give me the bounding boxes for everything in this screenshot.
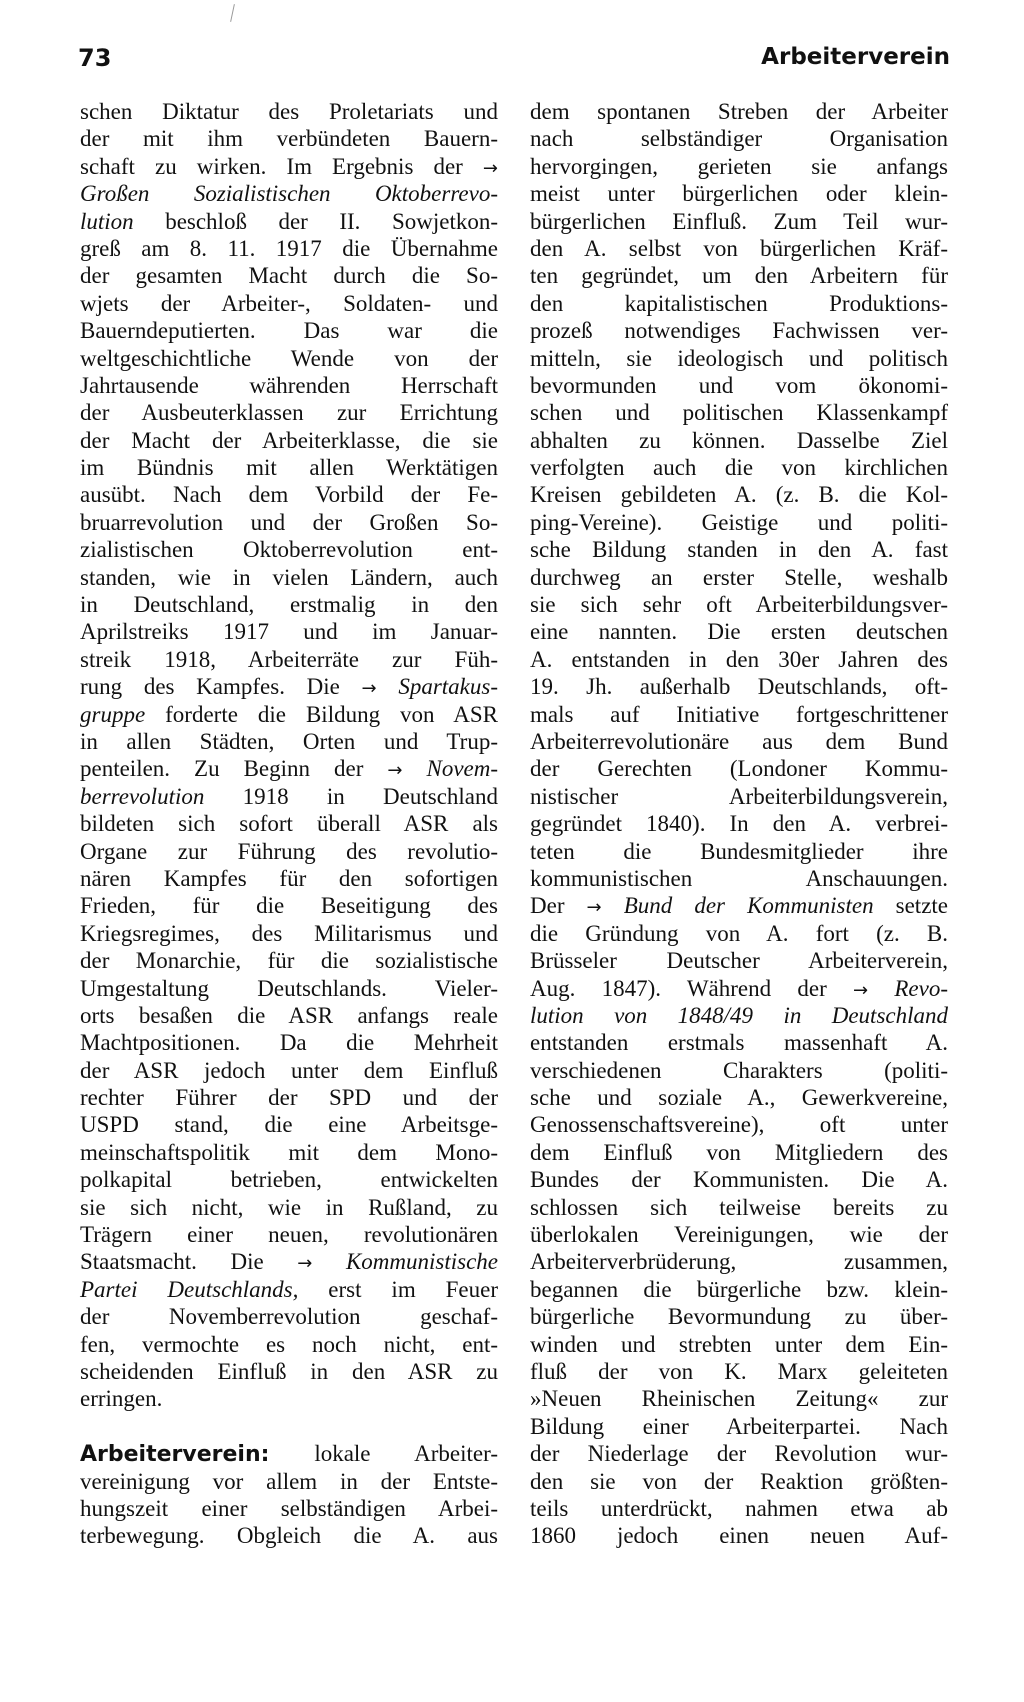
text-segment: Arbeiterverbrüderung, zusammen,: [530, 1249, 948, 1275]
text-segment: prozeß notwendiges Fachwissen ver-: [530, 318, 948, 344]
text-line: [530, 290, 948, 317]
text-segment: Arbeiterrevolutionäre aus dem Bund: [530, 728, 948, 754]
text-line: [530, 345, 948, 372]
text-segment: 1918 in Deutschland: [204, 783, 498, 809]
text-segment: verschiedenen Charakters (politi-: [530, 1057, 948, 1083]
text-line: [530, 564, 948, 591]
text-segment: [402, 756, 426, 781]
text-line: [80, 481, 498, 508]
text-segment: orts besaßen die ASR anfangs reale: [80, 1002, 498, 1028]
text-line: [530, 1495, 948, 1522]
text-line: [80, 208, 498, 235]
text-segment: Brüsseler Deutscher Arbeiterverein,: [530, 948, 948, 974]
text-segment: erst im Feuer: [298, 1276, 498, 1302]
text-line: [530, 1358, 948, 1385]
text-segment: polkapital betrieben, entwickelten: [80, 1167, 498, 1193]
text-line: [530, 125, 948, 152]
right-text-column: [530, 98, 948, 1550]
text-line: [530, 591, 948, 618]
text-segment: [868, 976, 894, 1001]
text-segment: meinschaftspolitik mit dem Mono-: [80, 1139, 498, 1165]
text-segment: ping-Vereine). Geistige und politi-: [530, 509, 948, 535]
text-line: [530, 728, 948, 755]
text-segment: der ASR jedoch unter dem Einfluß: [80, 1057, 498, 1083]
cross-reference-arrow-icon: →: [853, 979, 869, 1001]
italic-reference: Bund der Kommunisten: [623, 893, 874, 919]
text-line: [80, 262, 498, 289]
text-line: [80, 591, 498, 618]
text-segment: der Macht der Arbeiterklasse, die sie: [80, 427, 498, 453]
text-segment: der mit ihm verbündeten Bauern-: [80, 126, 498, 152]
text-segment: fen, vermochte es noch nicht, ent-: [80, 1331, 498, 1357]
cross-reference-arrow-icon: →: [482, 157, 498, 179]
text-line: [80, 317, 498, 344]
cross-reference-arrow-icon: →: [387, 760, 403, 782]
text-segment: rechter Führer der SPD und der: [80, 1085, 498, 1111]
text-segment: Trägern einer neuen, revolutionären: [80, 1222, 498, 1248]
text-segment: streik 1918, Arbeiterräte zur Füh-: [80, 646, 498, 672]
text-line: [80, 345, 498, 372]
text-line: [80, 1194, 498, 1221]
text-line: [80, 1057, 498, 1084]
text-segment: weltgeschichtliche Wende von der: [80, 345, 498, 371]
italic-reference: berrevolution: [80, 783, 205, 809]
text-segment: dem spontanen Streben der Arbeiter: [530, 99, 948, 124]
text-segment: Genossenschaftsvereine), oft unter: [530, 1112, 948, 1138]
text-segment: [602, 893, 624, 918]
text-line: [80, 701, 498, 728]
text-line: [80, 783, 498, 810]
text-line: [530, 180, 948, 207]
text-line: [80, 98, 498, 125]
text-line: [80, 180, 498, 207]
text-segment: bevormunden und vom ökonomi-: [530, 372, 948, 398]
text-line: [80, 125, 498, 152]
text-segment: »Neuen Rheinischen Zeitung« zur: [530, 1386, 948, 1412]
italic-reference: Großen Sozialistischen Oktoberrevo-: [80, 181, 498, 207]
text-line: [80, 1166, 498, 1193]
italic-reference: Partei Deutschlands,: [80, 1276, 299, 1302]
text-segment: wjets der Arbeiter-, Soldaten- und: [80, 290, 498, 316]
text-line: [80, 399, 498, 426]
text-segment: der Ausbeuterklassen zur Errichtung: [80, 400, 498, 426]
text-segment: greß am 8. 11. 1917 die Übernahme: [80, 235, 498, 261]
text-segment: winden und strebten unter dem Ein-: [530, 1331, 948, 1357]
text-segment: forderte die Bildung von ASR: [145, 701, 498, 727]
text-line: [530, 1029, 948, 1056]
text-line: [530, 262, 948, 289]
text-line: [80, 920, 498, 947]
text-segment: erringen.: [80, 1386, 163, 1412]
text-segment: sie sich nicht, wie in Rußland, zu: [80, 1194, 498, 1220]
text-segment: Organe zur Führung des revolutio-: [80, 838, 498, 864]
text-segment: terbewegung. Obgleich die A. aus: [80, 1523, 498, 1549]
text-line: [80, 372, 498, 399]
text-segment: teils unterdrückt, nahmen etwa ab: [530, 1495, 948, 1521]
text-segment: ausübt. Nach dem Vorbild der Fe-: [80, 482, 498, 508]
cross-reference-arrow-icon: →: [361, 678, 377, 700]
text-segment: 1860 jedoch einen neuen Auf-: [530, 1523, 948, 1549]
text-segment: sche Bildung standen in den A. fast: [530, 537, 948, 563]
text-segment: den kapitalistischen Produktions-: [530, 290, 948, 316]
text-line: [530, 920, 948, 947]
scan-mark: [230, 4, 235, 22]
text-segment: dem Einfluß von Mitgliedern des: [530, 1139, 948, 1165]
text-segment: mals auf Initiative fortgeschrittener: [530, 701, 948, 727]
text-line: [530, 701, 948, 728]
text-segment: bruarrevolution und der Großen So-: [80, 509, 498, 535]
text-segment: Jahrtausende währenden Herrschaft: [80, 372, 498, 398]
text-line: [530, 1139, 948, 1166]
text-line: [530, 536, 948, 563]
text-segment: 19. Jh. außerhalb Deutschlands, oft-: [530, 674, 948, 700]
text-line: [530, 1194, 948, 1221]
text-segment: Kriegsregimes, des Militarismus und: [80, 920, 498, 946]
text-segment: [312, 1249, 346, 1274]
text-line: [530, 865, 948, 892]
text-line: [80, 536, 498, 563]
text-line: [80, 947, 498, 974]
text-line: [80, 564, 498, 591]
text-segment: sche und soziale A., Gewerkvereine,: [530, 1085, 948, 1111]
text-line: [530, 1221, 948, 1248]
text-segment: Bauerndeputierten. Das war die: [80, 318, 498, 344]
page-number: 73: [78, 44, 112, 72]
text-line: [80, 1331, 498, 1358]
text-segment: nären Kampfes für den sofortigen: [80, 865, 498, 891]
text-line: [80, 1358, 498, 1385]
italic-reference: Revo-: [894, 975, 948, 1001]
text-segment: schlossen sich teilweise bereits zu: [530, 1194, 948, 1220]
text-segment: [377, 674, 399, 699]
text-line: [530, 618, 948, 645]
text-line: [530, 783, 948, 810]
text-segment: fluß der von K. Marx geleiteten: [530, 1358, 948, 1384]
text-line: [80, 153, 498, 180]
text-segment: schen und politischen Klassenkampf: [530, 400, 948, 426]
text-line: [530, 153, 948, 180]
text-segment: schaft zu wirken. Im Ergebnis der: [80, 153, 483, 179]
text-line: [80, 1440, 498, 1467]
text-segment: Aprilstreiks 1917 und im Januar-: [80, 619, 498, 645]
text-segment: sie sich sehr oft Arbeiterbildungsver-: [530, 592, 948, 618]
text-line: [80, 646, 498, 673]
text-line: [530, 1385, 948, 1412]
text-segment: hervorgingen, gerieten sie anfangs: [530, 153, 948, 179]
text-segment: meist unter bürgerlichen oder klein-: [530, 181, 948, 207]
text-line: [530, 427, 948, 454]
text-segment: beschloß der II. Sowjetkon-: [133, 208, 498, 234]
text-segment: A. entstanden in den 30er Jahren des: [530, 646, 948, 672]
text-segment: Bundes der Kommunisten. Die A.: [530, 1167, 948, 1193]
text-segment: der Novemberrevolution geschaf-: [80, 1304, 498, 1330]
text-line: [530, 208, 948, 235]
text-line: [80, 1522, 498, 1549]
text-segment: begannen die bürgerliche bzw. klein-: [530, 1276, 948, 1302]
text-line: [80, 728, 498, 755]
italic-reference: gruppe: [80, 701, 146, 727]
text-line: [80, 865, 498, 892]
text-segment: USPD stand, die eine Arbeitsge-: [80, 1112, 498, 1138]
text-segment: hungszeit einer selbständigen Arbei-: [80, 1495, 498, 1521]
text-segment: Der: [530, 893, 587, 919]
text-line: [530, 892, 948, 919]
text-segment: bildeten sich sofort überall ASR als: [80, 811, 498, 837]
text-line: [80, 1468, 498, 1495]
text-line: [80, 509, 498, 536]
text-segment: im Bündnis mit allen Werktätigen: [80, 455, 498, 481]
text-line: [530, 1331, 948, 1358]
italic-reference: Spartakus-: [398, 674, 498, 700]
page-header: [78, 44, 950, 80]
text-line: [80, 1002, 498, 1029]
text-line: [530, 372, 948, 399]
text-line: [80, 454, 498, 481]
text-segment: in Deutschland, erstmalig in den: [80, 592, 498, 618]
text-segment: der Monarchie, für die sozialistische: [80, 948, 498, 974]
left-text-column: [80, 98, 498, 1550]
text-line: [80, 1276, 498, 1303]
text-segment: lokale Arbeiter-: [269, 1441, 498, 1467]
text-line: [530, 1248, 948, 1275]
text-segment: bürgerlichen Einfluß. Zum Teil wur-: [530, 208, 948, 234]
text-line: [530, 755, 948, 782]
text-line: [530, 1522, 948, 1549]
text-line: [530, 1440, 948, 1467]
text-segment: Aug. 1847). Während der: [530, 975, 854, 1001]
text-segment: nach selbständiger Organisation: [530, 126, 948, 152]
cross-reference-arrow-icon: →: [297, 1253, 313, 1275]
text-segment: Umgestaltung Deutschlands. Vieler-: [80, 975, 498, 1001]
text-line: [530, 1468, 948, 1495]
text-line: [80, 1495, 498, 1522]
text-segment: überlokalen Vereinigungen, wie der: [530, 1222, 948, 1248]
text-line: [530, 838, 948, 865]
text-line: [530, 454, 948, 481]
text-line: [530, 317, 948, 344]
text-segment: der Gerechten (Londoner Kommu-: [530, 756, 948, 782]
text-segment: entstanden erstmals massenhaft A.: [530, 1030, 948, 1056]
text-segment: den A. selbst von bürgerlichen Kräf-: [530, 235, 948, 261]
text-segment: Bildung einer Arbeiterpartei. Nach: [530, 1413, 948, 1439]
text-line: [80, 1029, 498, 1056]
text-segment: schen Diktatur des Proletariats und: [80, 99, 498, 124]
text-segment: standen, wie in vielen Ländern, auch: [80, 564, 498, 590]
text-segment: vereinigung vor allem in der Entste-: [80, 1468, 498, 1494]
running-head: Arbeiterverein: [761, 44, 950, 70]
text-segment: durchweg an erster Stelle, weshalb: [530, 564, 948, 590]
text-segment: nistischer Arbeiterbildungsverein,: [530, 783, 948, 809]
text-line: [80, 810, 498, 837]
text-line: [80, 892, 498, 919]
text-line: [80, 1221, 498, 1248]
text-line: [530, 1057, 948, 1084]
text-line: [530, 399, 948, 426]
text-line: [80, 427, 498, 454]
italic-reference: Novem-: [426, 756, 499, 782]
text-segment: eine nannten. Die ersten deutschen: [530, 619, 948, 645]
text-line: [80, 1303, 498, 1330]
text-line: [530, 98, 948, 125]
text-line: [530, 235, 948, 262]
italic-reference: Kommunistische: [345, 1249, 498, 1275]
text-segment: der Niederlage der Revolution wur-: [530, 1441, 948, 1467]
entry-headword: Arbeiterverein:: [80, 1442, 270, 1468]
text-segment: Kreisen gebildeten A. (z. B. die Kol-: [530, 482, 948, 508]
text-segment: abhalten zu können. Dasselbe Ziel: [530, 427, 948, 453]
text-segment: setzte: [873, 893, 949, 919]
paragraph-gap: [80, 1413, 498, 1440]
text-segment: Machtpositionen. Da die Mehrheit: [80, 1030, 498, 1056]
text-line: [530, 1111, 948, 1138]
text-segment: rung des Kampfes. Die: [80, 674, 362, 700]
text-line: [80, 673, 498, 700]
text-segment: scheidenden Einfluß in den ASR zu: [80, 1358, 498, 1384]
text-line: [80, 618, 498, 645]
text-segment: in allen Städten, Orten und Trup-: [80, 728, 498, 754]
text-segment: zialistischen Oktoberrevolution ent-: [80, 537, 498, 563]
text-segment: der gesamten Macht durch die So-: [80, 263, 498, 289]
text-segment: Frieden, für die Beseitigung des: [80, 893, 498, 919]
text-segment: penteilen. Zu Beginn der: [80, 756, 388, 782]
text-segment: Staatsmacht. Die: [80, 1249, 298, 1275]
text-line: [80, 1385, 498, 1412]
text-segment: verfolgten auch die von kirchlichen: [530, 455, 948, 481]
text-line: [80, 290, 498, 317]
italic-reference: lution von 1848/49 in Deutschland: [530, 1002, 948, 1028]
text-segment: den sie von der Reaktion größten-: [530, 1468, 948, 1494]
cross-reference-arrow-icon: →: [586, 897, 602, 919]
text-line: [530, 975, 948, 1002]
text-line: [80, 975, 498, 1002]
text-line: [530, 1276, 948, 1303]
text-line: [530, 1303, 948, 1330]
text-line: [530, 810, 948, 837]
text-segment: mitteln, sie ideologisch und politisch: [530, 345, 948, 371]
text-segment: die Gründung von A. fort (z. B.: [530, 920, 948, 946]
text-line: [80, 1111, 498, 1138]
italic-reference: lution: [80, 208, 134, 234]
text-line: [80, 235, 498, 262]
text-line: [80, 755, 498, 782]
text-line: [80, 1139, 498, 1166]
text-line: [530, 1002, 948, 1029]
text-segment: teten die Bundesmitglieder ihre: [530, 838, 948, 864]
text-segment: gegründet 1840). In den A. verbrei-: [530, 811, 948, 837]
text-segment: ten gegründet, um den Arbeitern für: [530, 263, 948, 289]
text-line: [530, 1084, 948, 1111]
text-segment: kommunistischen Anschauungen.: [530, 865, 948, 891]
text-line: [530, 947, 948, 974]
text-line: [80, 1084, 498, 1111]
text-line: [530, 509, 948, 536]
text-line: [530, 1413, 948, 1440]
text-line: [80, 838, 498, 865]
text-segment: bürgerliche Bevormundung zu über-: [530, 1304, 948, 1330]
text-line: [80, 1248, 498, 1275]
text-line: [530, 646, 948, 673]
text-line: [530, 673, 948, 700]
text-line: [530, 1166, 948, 1193]
text-line: [530, 481, 948, 508]
